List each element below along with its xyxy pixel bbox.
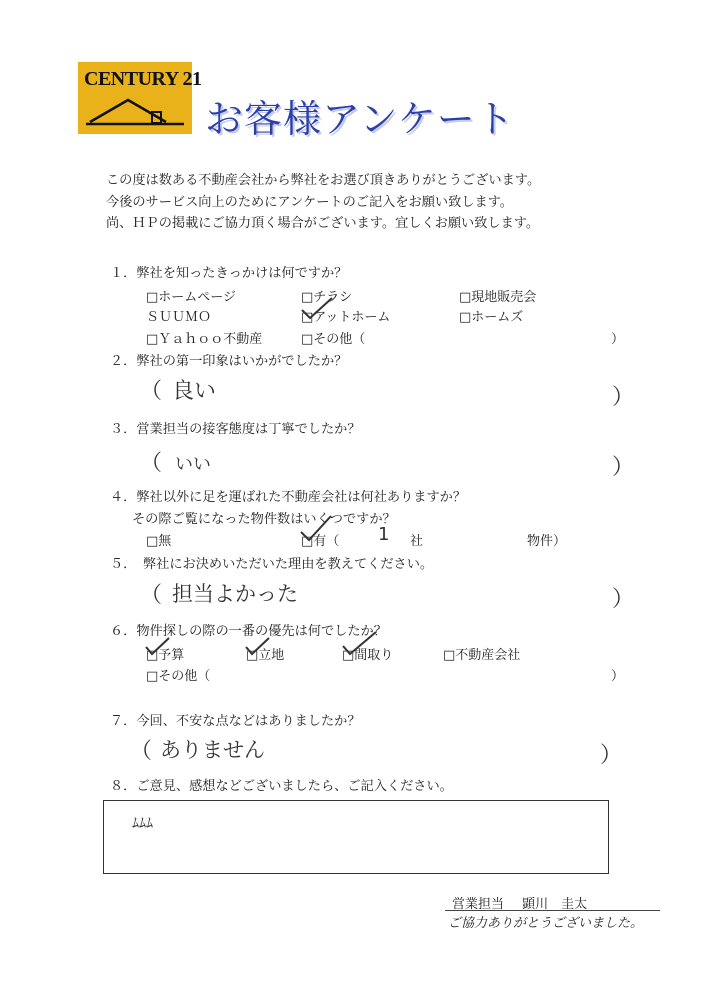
intro-line-3: 尚、ＨＰの掲載にご協力頂く場合がございます。宜しくお願い致します。 <box>106 216 540 231</box>
q6-option-layout[interactable]: □間取り <box>342 648 394 663</box>
check-mark-icon <box>297 514 337 544</box>
q7-open-paren: （ <box>130 739 153 764</box>
staff-name: 顕川 圭太 <box>522 897 588 912</box>
page-title: お客様アンケート <box>205 97 515 141</box>
q6-option-budget[interactable]: □予算 <box>146 648 185 663</box>
q1-option-homes[interactable]: □ホームズ <box>459 310 524 325</box>
q3-handwritten-answer: いい <box>175 454 211 475</box>
q1-option-flyer[interactable]: □チラシ <box>301 290 353 305</box>
q5-open-paren: （ <box>140 583 163 608</box>
q5-close-paren: ） <box>612 587 635 612</box>
q6-option-other[interactable]: □その他（ <box>146 669 211 684</box>
q6-question: ６．物件探しの際の一番の優先は何でしたか？ <box>110 624 387 639</box>
q4-company-count: 1 <box>378 524 390 545</box>
q1-option-athome[interactable]: □アットホーム <box>301 310 391 325</box>
logo-text: CENTURY 21 <box>84 68 202 90</box>
q2-handwritten-answer: 良い <box>172 379 217 404</box>
q3-question: ３．営業担当の接客態度は丁寧でしたか？ <box>110 422 361 437</box>
q2-question: ２．弊社の第一印象はいかがでしたか？ <box>110 354 348 369</box>
q3-close-paren: ） <box>612 455 635 480</box>
q6-other-close-paren: ） <box>611 669 625 684</box>
q4-question-2: その際ご覧になった物件数はいくつですか？ <box>132 512 396 527</box>
q7-close-paren: ） <box>600 743 623 768</box>
check-mark-icon <box>243 636 273 658</box>
q5-question: ５． 弊社にお決めいただいた理由を教えてください。 <box>110 557 434 572</box>
q2-close-paren: ） <box>612 385 635 410</box>
intro-line-1: この度は数ある不動産会社から弊社をお選び頂きありがとうございます。 <box>106 173 541 188</box>
thanks-message: ご協力ありがとうございました。 <box>448 916 644 931</box>
q8-question: ８．ご意見、感想などございましたら、ご記入ください。 <box>110 779 453 794</box>
house-roof-icon <box>82 94 188 128</box>
q4-company-unit: 社 <box>410 534 424 549</box>
q4-property-unit: 物件） <box>527 534 567 549</box>
q4-option-none[interactable]: □無 <box>146 534 172 549</box>
q2-open-paren: （ <box>140 379 163 404</box>
q6-option-agency[interactable]: □不動産会社 <box>443 648 521 663</box>
q1-option-homepage[interactable]: □ホームページ <box>146 290 237 305</box>
staff-label: 営業担当 <box>452 897 505 912</box>
q1-other-close-paren: ） <box>611 332 625 347</box>
q3-open-paren: （ <box>140 451 163 476</box>
q5-handwritten-answer: 担当よかった <box>172 582 298 606</box>
q6-option-location[interactable]: □立地 <box>246 648 285 663</box>
q4-option-yes[interactable]: □有（ <box>301 534 340 549</box>
q1-option-open-house[interactable]: □現地販売会 <box>459 290 537 305</box>
q7-handwritten-answer: ありません <box>160 738 265 762</box>
check-mark-icon <box>298 296 338 322</box>
comment-scribble: ﾑﾑﾑ <box>132 816 153 832</box>
q1-option-other[interactable]: □その他（ <box>301 332 366 347</box>
q1-option-yahoo[interactable]: □Ｙａｈｏｏ不動産 <box>146 332 263 347</box>
q1-question: １．弊社を知ったきっかけは何ですか？ <box>110 266 348 281</box>
comment-box[interactable] <box>103 800 609 874</box>
intro-text <box>106 170 540 235</box>
q4-question: ４．弊社以外に足を運ばれた不動産会社は何社ありますか？ <box>110 490 467 505</box>
century21-logo <box>78 62 202 134</box>
q1-option-suumo[interactable]: ＳＵＵＭＯ <box>146 310 212 325</box>
q7-question: ７．今回、不安な点などはありましたか？ <box>110 714 361 729</box>
staff-underline <box>445 910 660 911</box>
check-mark-icon <box>143 636 173 658</box>
check-mark-icon <box>340 630 380 658</box>
intro-line-2: 今後のサービス向上のためにアンケートのご記入をお願い致します。 <box>106 194 513 210</box>
